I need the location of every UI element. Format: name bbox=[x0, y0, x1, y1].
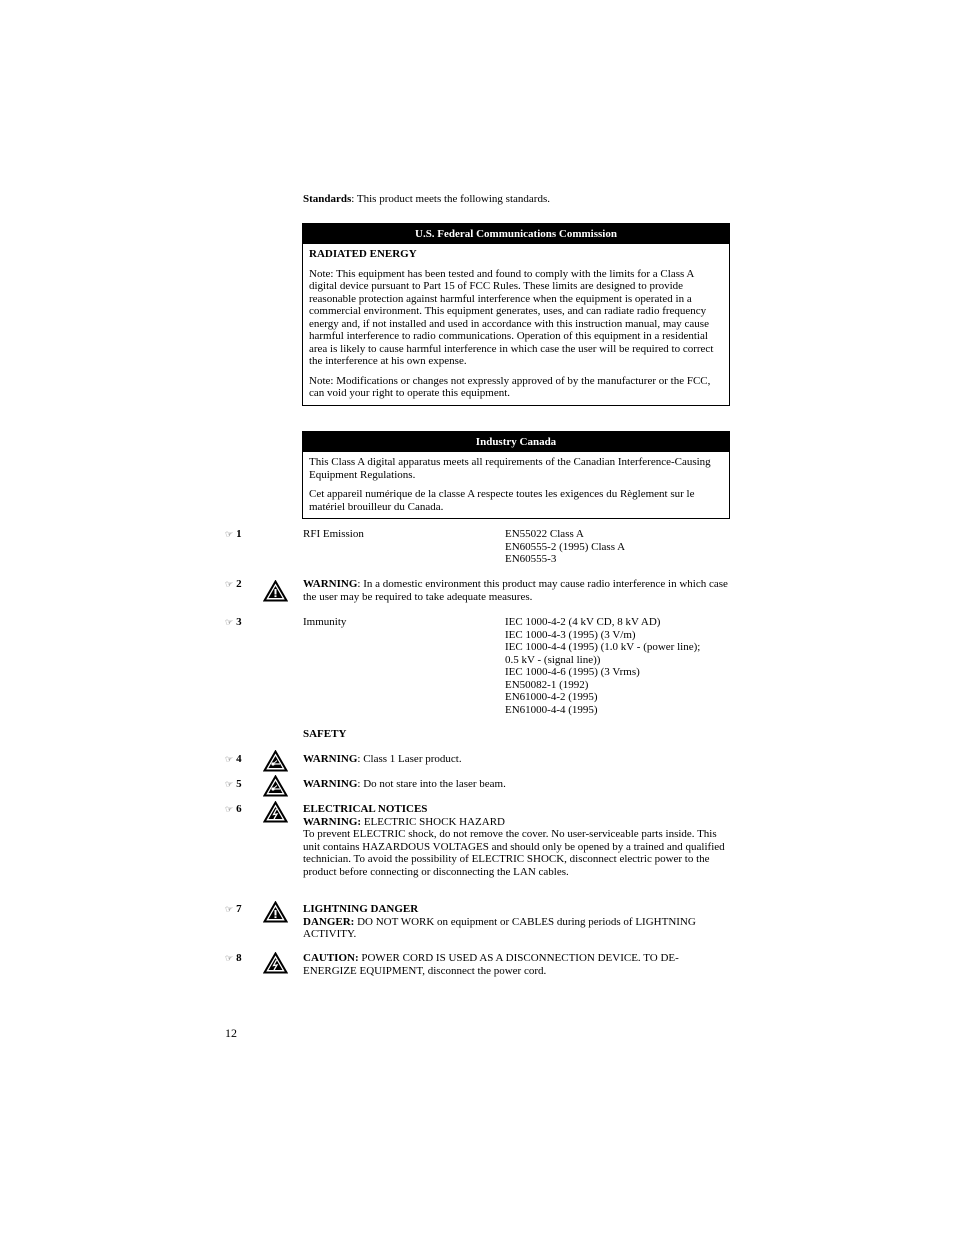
warning-triangle-icon bbox=[263, 580, 288, 602]
standard-value: EN61000-4-4 (1995) bbox=[505, 703, 598, 716]
pointing-hand-icon: ☞ bbox=[225, 580, 234, 590]
warning-lead: WARNING bbox=[303, 578, 358, 590]
item-3-label: Immunity bbox=[303, 616, 347, 628]
fcc-note-2: Note: Modifications or changes not expressly approved of by the manufacturer or the FCC, can void your right to operate this equipment. bbox=[309, 374, 711, 399]
item-number: 8 bbox=[236, 952, 242, 964]
item-3-marker bbox=[225, 616, 255, 630]
canada-french: Cet appareil numérique de la classe A respecte toutes les exigences du Règlement sur le matériel brouilleur du Canada. bbox=[309, 488, 695, 513]
warning-text: : In a domestic environment this product may cause radio interference in which case the user may be required to take adequate measures. bbox=[303, 578, 728, 603]
laser-warning-icon bbox=[263, 750, 288, 772]
standard-value: EN60555-3 bbox=[505, 553, 557, 565]
standard-value: EN55022 Class A bbox=[505, 528, 584, 540]
electrical-notices-body: To prevent ELECTRIC shock, do not remove the cover. No user-serviceable parts inside. This unit contains HAZARDOUS VOLTAGES and should only be opened by a trained and qualified technician. To avoid the possibility of ELECTRIC SHOCK, disconnect electric power to the product before connecting or disconnecting the LAN cables. bbox=[303, 828, 725, 878]
standard-value: EN50082-1 (1992) bbox=[505, 678, 589, 691]
warning-triangle-icon bbox=[263, 901, 288, 923]
standard-value: EN61000-4-2 (1995) bbox=[505, 691, 598, 703]
warning-text: : Class 1 Laser product. bbox=[357, 753, 462, 765]
item-number: 3 bbox=[236, 616, 242, 628]
warning-lead: WARNING bbox=[303, 753, 358, 765]
canada-english: This Class A digital apparatus meets all requirements of the Canadian Interference-Causing Equipment Regulations. bbox=[309, 456, 711, 481]
item-7-marker bbox=[225, 903, 255, 917]
danger-lead: DANGER: bbox=[303, 915, 355, 928]
standard-value: IEC 1000-4-6 (1995) (3 Vrms) bbox=[505, 666, 640, 678]
fcc-note-1: Note: This equipment has been tested and found to comply with the limits for a Class A digital device pursuant to Part 15 of FCC Rules. These limits are designed to provide reasonable protection against harmful interference when the equipment is operated in a commercial environment. This equipment generates, uses, and can radiate radio frequency energy and, if not installed and used in accordance with this instruction manual, may cause harmful interference to radio communications. Operation of this equipment in a residential area is likely to cause harmful interference in which case the user will be required to correct the interference at his own expense. bbox=[309, 267, 714, 367]
item-2-text bbox=[303, 578, 731, 603]
caution-text: POWER CORD IS USED AS A DISCONNECTION DEVICE. TO DE-ENERGIZE EQUIPMENT, disconnect the power cord. bbox=[303, 952, 679, 977]
safety-heading: SAFETY bbox=[303, 728, 347, 740]
pointing-hand-icon: ☞ bbox=[225, 755, 234, 765]
item-4-text bbox=[303, 753, 731, 766]
standard-value: 0.5 kV - (signal line)) bbox=[505, 653, 601, 666]
standards-intro bbox=[303, 193, 550, 206]
warning-lead: WARNING: bbox=[303, 815, 362, 828]
standard-value: IEC 1000-4-2 (4 kV CD, 8 kV AD) bbox=[505, 616, 661, 628]
item-1-values bbox=[505, 528, 625, 566]
fcc-header: U.S. Federal Communications Commission bbox=[303, 224, 729, 244]
warning-lead: WARNING bbox=[303, 778, 358, 790]
item-number: 4 bbox=[236, 753, 242, 765]
item-6-marker bbox=[225, 803, 255, 817]
electrical-notices-heading: ELECTRICAL NOTICES bbox=[303, 803, 428, 815]
item-7-text bbox=[303, 903, 731, 941]
item-number: 6 bbox=[236, 803, 242, 815]
item-5-marker bbox=[225, 778, 255, 792]
pointing-hand-icon: ☞ bbox=[225, 905, 234, 915]
item-2-marker bbox=[225, 578, 255, 592]
pointing-hand-icon: ☞ bbox=[225, 530, 234, 540]
item-number: 2 bbox=[236, 578, 242, 590]
pointing-hand-icon: ☞ bbox=[225, 618, 234, 628]
item-3-values bbox=[505, 616, 700, 716]
pointing-hand-icon: ☞ bbox=[225, 780, 234, 790]
item-8-text bbox=[303, 952, 731, 977]
item-4-marker bbox=[225, 753, 255, 767]
item-number: 1 bbox=[236, 528, 242, 540]
laser-warning-icon bbox=[263, 775, 288, 797]
lightning-danger-heading: LIGHTNING DANGER bbox=[303, 903, 419, 915]
item-1-label: RFI Emission bbox=[303, 528, 364, 540]
item-number: 7 bbox=[236, 903, 242, 915]
item-number: 5 bbox=[236, 778, 242, 790]
canada-box bbox=[302, 431, 730, 519]
standards-label: Standards bbox=[303, 193, 352, 205]
standards-text: : This product meets the following standards. bbox=[351, 193, 550, 205]
item-1-marker bbox=[225, 528, 255, 542]
caution-lead: CAUTION: bbox=[303, 952, 359, 964]
standard-value: IEC 1000-4-3 (1995) (3 V/m) bbox=[505, 628, 636, 641]
standard-value: IEC 1000-4-4 (1995) (1.0 kV - (power line); bbox=[505, 641, 701, 653]
canada-header: Industry Canada bbox=[303, 432, 729, 452]
pointing-hand-icon: ☞ bbox=[225, 954, 234, 964]
danger-text: DO NOT WORK on equipment or CABLES during periods of LIGHTNING ACTIVITY. bbox=[303, 915, 696, 940]
item-8-marker bbox=[225, 952, 255, 966]
fcc-box bbox=[302, 223, 730, 406]
item-5-text bbox=[303, 778, 731, 791]
standard-value: EN60555-2 (1995) Class A bbox=[505, 540, 626, 553]
warning-text: ELECTRIC SHOCK HAZARD bbox=[361, 815, 505, 828]
pointing-hand-icon: ☞ bbox=[225, 805, 234, 815]
electric-shock-icon bbox=[263, 801, 288, 823]
warning-text: : Do not stare into the laser beam. bbox=[357, 778, 506, 790]
item-6-text bbox=[303, 803, 731, 878]
page-number: 12 bbox=[225, 1026, 237, 1040]
fcc-subheading: RADIATED ENERGY bbox=[309, 248, 417, 260]
electric-shock-icon bbox=[263, 952, 288, 974]
